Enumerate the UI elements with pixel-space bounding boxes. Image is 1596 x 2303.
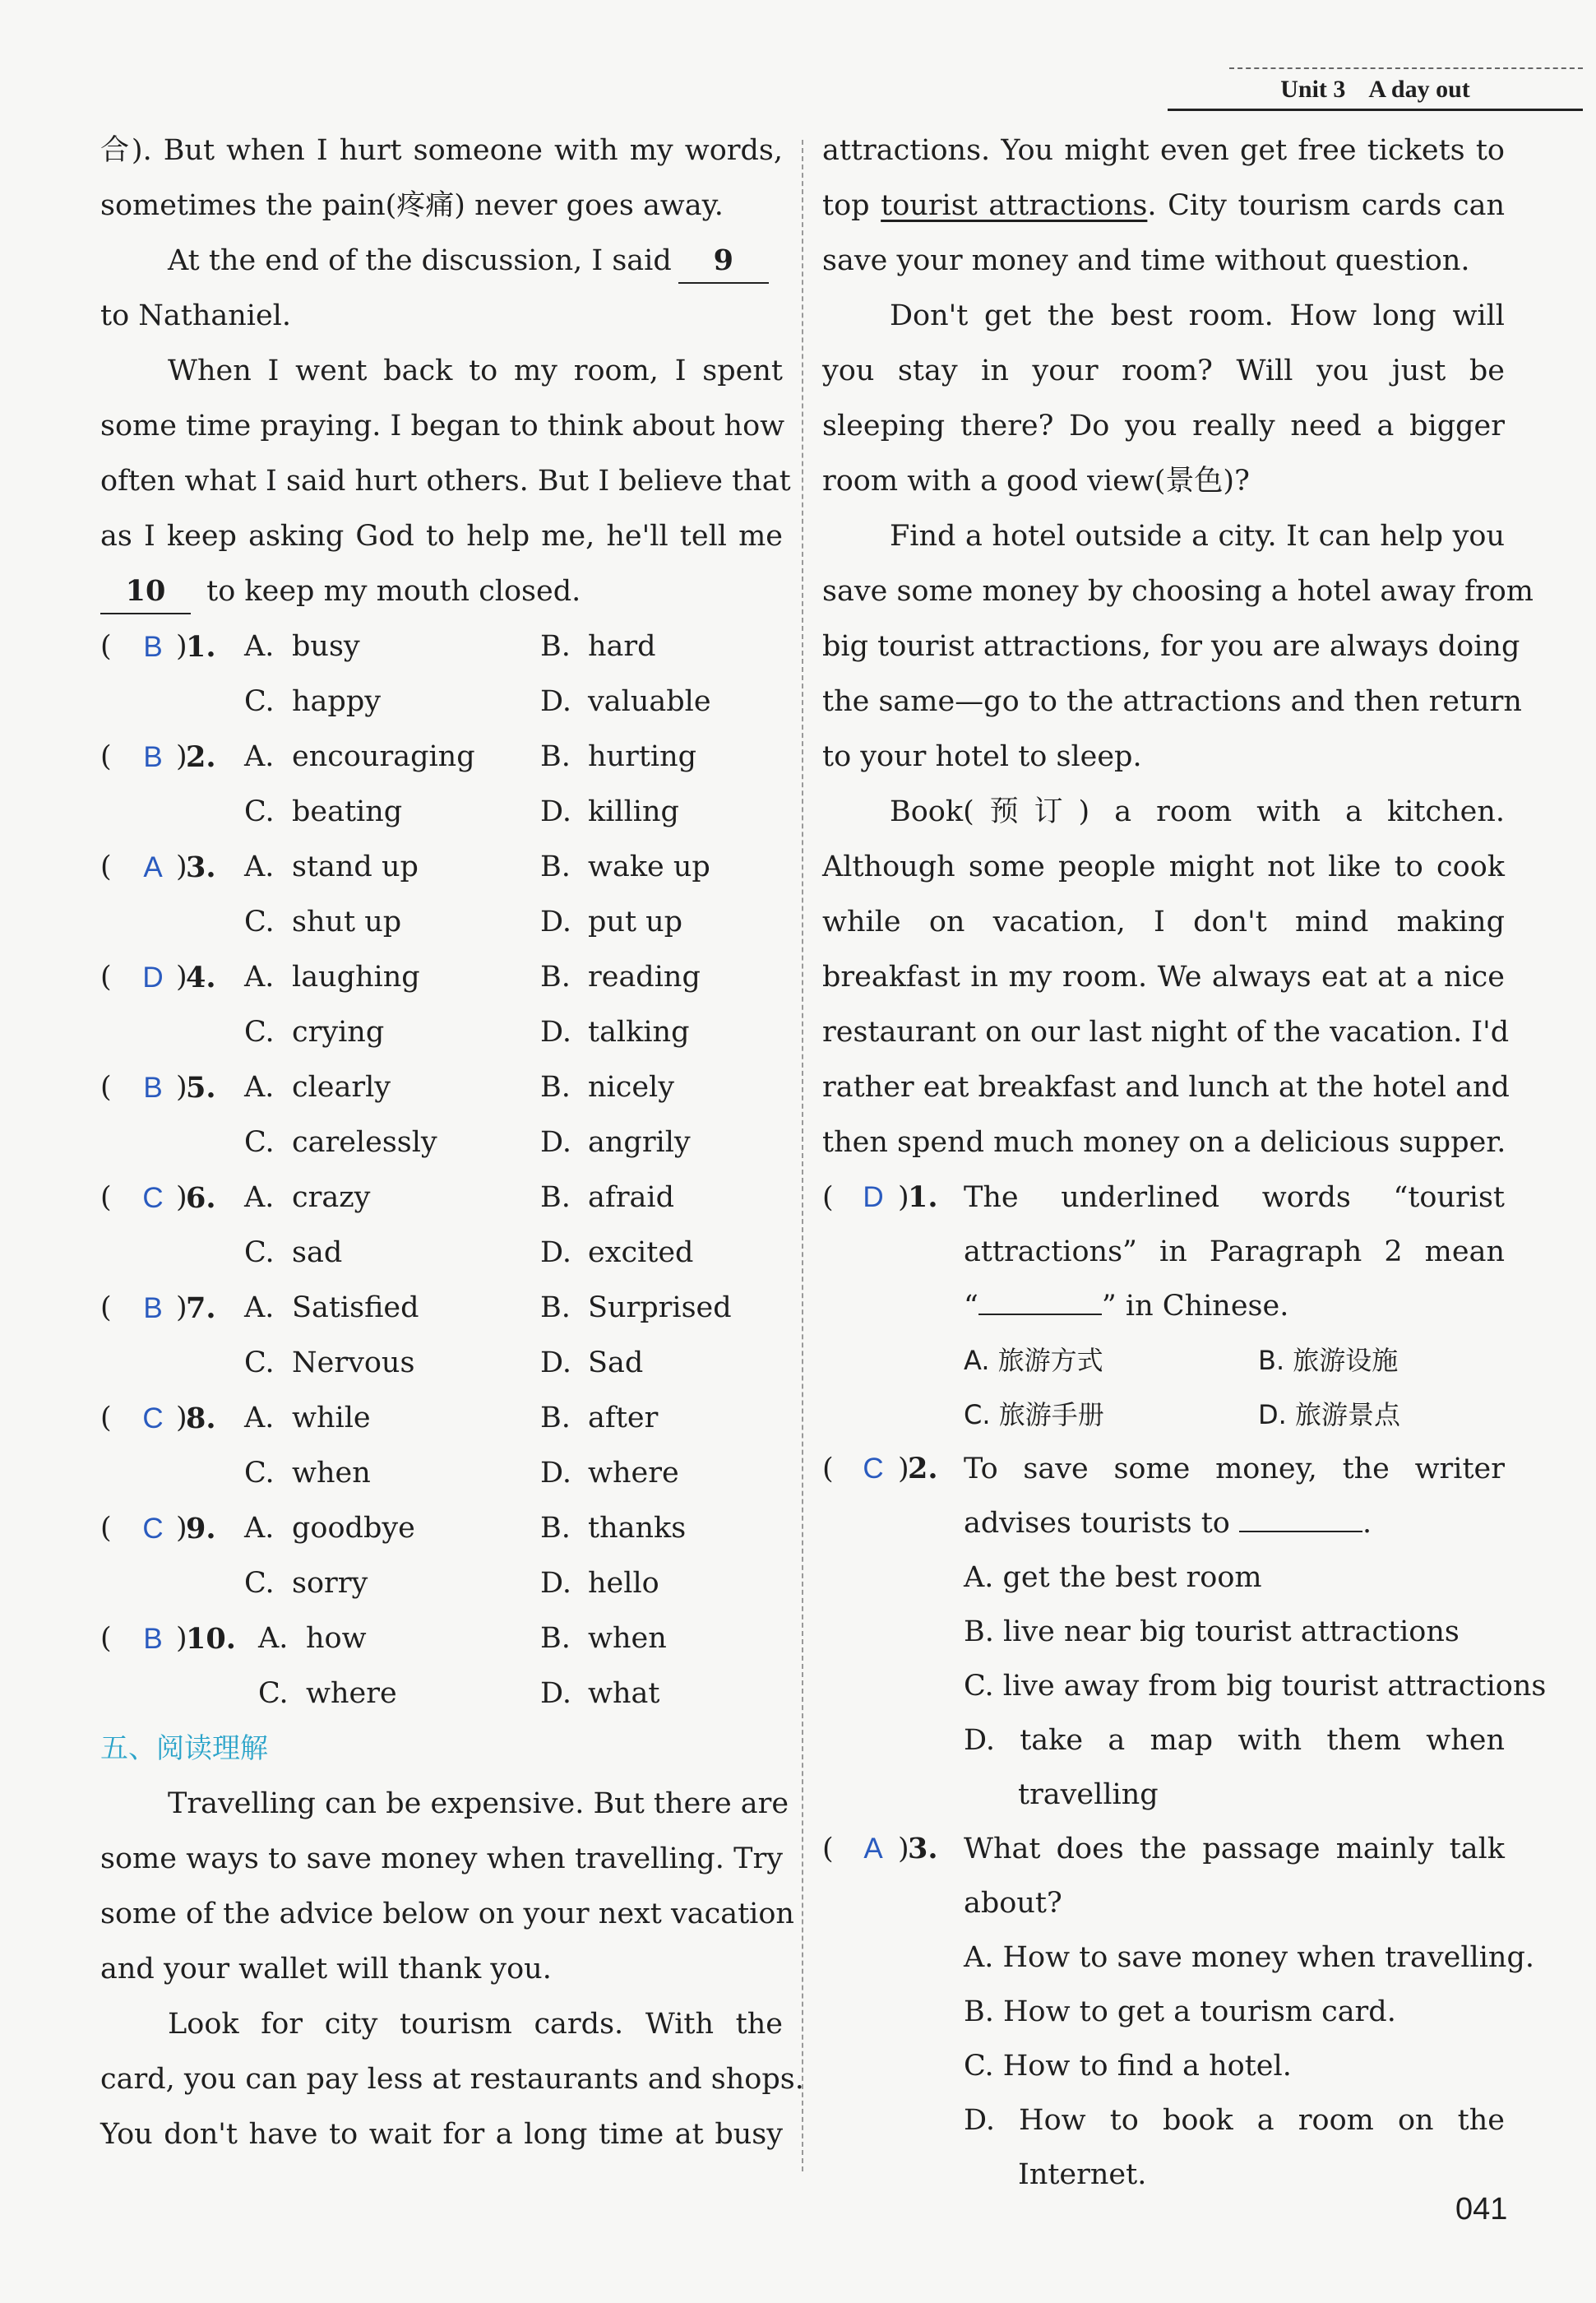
section-title: 五、阅读理解 xyxy=(100,1732,268,1765)
option-d: D. talking xyxy=(540,1016,690,1049)
passage-line: Find a hotel outside a city. It can help you xyxy=(890,520,1505,553)
question-number: 2. xyxy=(908,1452,938,1485)
option-a: A. stand up xyxy=(244,850,419,883)
question-stem: . xyxy=(1362,1507,1372,1540)
passage-line: save some money by choosing a hotel away from xyxy=(822,575,1534,608)
header-title: A day out xyxy=(1368,76,1470,103)
option-d: D. valuable xyxy=(540,685,711,718)
answer-mark: A xyxy=(863,1833,883,1865)
option-b: B. nicely xyxy=(540,1071,675,1104)
reading-passage-right xyxy=(822,289,1534,1170)
option-a: A. get the best room xyxy=(964,1561,1262,1594)
option-c: C. Nervous xyxy=(244,1346,415,1379)
answer-mark: B xyxy=(143,741,163,773)
option-a: A. 旅游方式 xyxy=(964,1345,1103,1376)
option-row xyxy=(822,1713,1505,1768)
cloze-question: ( A ) 3. A. stand up B. wake up xyxy=(100,840,783,895)
option-row xyxy=(822,1930,1535,1985)
option-row xyxy=(822,1388,1505,1442)
option-c: C. happy xyxy=(244,685,381,718)
answer-mark: B xyxy=(143,1072,163,1104)
cloze-question: ( C ) 9. A. goodbye B. thanks xyxy=(100,1501,783,1556)
passage-line: 合). But when I hurt someone with my words, xyxy=(100,134,783,167)
passage-line: Don't get the best room. How long will xyxy=(890,299,1505,332)
option-a: A. how xyxy=(258,1622,367,1655)
option-row xyxy=(822,1768,1505,1822)
question-stem: attractions” in Paragraph 2 mean xyxy=(964,1235,1505,1268)
question-stem: What does the passage mainly talk xyxy=(964,1833,1505,1865)
option-c: C. live away from big tourist attractions xyxy=(964,1670,1547,1703)
passage-line xyxy=(100,234,783,289)
option-row xyxy=(822,2093,1505,2148)
question-stem-line xyxy=(822,1279,1505,1333)
passage-line: some ways to save money when travelling. Try xyxy=(100,1842,783,1875)
option-c: C. sorry xyxy=(244,1567,368,1600)
left-column xyxy=(100,123,804,2162)
header-unit: Unit 3 xyxy=(1280,76,1346,103)
passage-line: sometimes the pain(疼痛) never goes away. xyxy=(100,189,724,222)
answer-mark: C xyxy=(863,1453,884,1485)
passage-line: the same—go to the attractions and then return xyxy=(822,685,1522,718)
reading-passage-left xyxy=(100,1777,804,2162)
option-b: B. reading xyxy=(540,961,701,994)
cloze-question-options xyxy=(100,1556,783,1611)
passage-line: card, you can pay less at restaurants and shops. xyxy=(100,2063,804,2096)
cloze-question-options xyxy=(100,785,783,840)
answer-mark: C xyxy=(142,1402,164,1434)
passage-line: attractions. You might even get free tickets to xyxy=(822,134,1505,167)
cloze-question: ( B ) 5. A. clearly B. nicely xyxy=(100,1060,783,1115)
reading-question-2: ( C ) 2. To save some money, the writer xyxy=(822,1442,1505,1496)
answer-mark: D xyxy=(863,1181,884,1213)
passage-line: Although some people might not like to cook xyxy=(822,850,1505,883)
option-row xyxy=(822,2039,1505,2093)
option-d: D. excited xyxy=(540,1236,694,1269)
question-stem-line xyxy=(822,1876,1505,1930)
page-number: 041 xyxy=(1455,2192,1508,2227)
option-d: D. 旅游景点 xyxy=(1258,1399,1400,1430)
passage-line: rather eat breakfast and lunch at the hotel and xyxy=(822,1071,1510,1104)
option-a: A. laughing xyxy=(244,961,420,994)
option-b: B. live near big tourist attractions xyxy=(964,1615,1460,1648)
option-b: B. Surprised xyxy=(540,1291,732,1324)
passage-line xyxy=(100,564,783,619)
passage-line: room with a good view(景色)? xyxy=(822,465,1250,498)
option-d: D. angrily xyxy=(540,1126,691,1159)
answer-mark: B xyxy=(143,1292,163,1324)
option-a: A. Satisfied xyxy=(244,1291,419,1324)
question-number: 7. xyxy=(186,1291,216,1325)
question-number: 10. xyxy=(186,1622,236,1656)
option-d: D. where xyxy=(540,1457,679,1490)
passage-line: as I keep asking God to help me, he'll tell me xyxy=(100,520,783,553)
option-b: B. when xyxy=(540,1622,667,1655)
passage-line: and your wallet will thank you. xyxy=(100,1953,552,1986)
option-row xyxy=(822,1333,1505,1388)
question-stem-line xyxy=(822,1496,1505,1550)
option-b: B. after xyxy=(540,1402,659,1434)
option-a: A. encouraging xyxy=(244,740,475,773)
passage-line: to Nathaniel. xyxy=(100,299,291,332)
passage-line: save your money and time without question. xyxy=(822,244,1470,277)
question-stem: about? xyxy=(964,1887,1062,1920)
passage-line: to your hotel to sleep. xyxy=(822,740,1142,773)
cloze-question: ( B ) 10. A. how B. when xyxy=(100,1611,783,1666)
question-number: 5. xyxy=(186,1071,216,1105)
option-c: C. beating xyxy=(244,795,403,828)
option-c: C. when xyxy=(244,1457,371,1490)
option-b: B. thanks xyxy=(540,1512,687,1545)
option-d: D. put up xyxy=(540,906,683,938)
question-stem: The underlined words “tourist xyxy=(964,1181,1505,1214)
answer-mark: B xyxy=(143,631,163,663)
column-divider xyxy=(802,140,803,2171)
passage-line: you stay in your room? Will you just be xyxy=(822,354,1505,387)
option-a: A. clearly xyxy=(244,1071,391,1104)
option-row xyxy=(822,1985,1505,2039)
option-row xyxy=(822,1550,1505,1605)
cloze-question: ( B ) 1. A. busy B. hard xyxy=(100,619,783,674)
passage-line: restaurant on our last night of the vacation. I'd xyxy=(822,1016,1510,1049)
cloze-question: ( B ) 2. A. encouraging B. hurting xyxy=(100,730,783,785)
cloze-question-options xyxy=(100,1005,783,1060)
option-a: A. crazy xyxy=(244,1181,371,1214)
option-d: D. what xyxy=(540,1677,660,1710)
reading-question-1: ( D ) 1. The underlined words “tourist xyxy=(822,1170,1505,1225)
quote-mark: “ xyxy=(964,1290,978,1323)
option-d: D. take a map with them when xyxy=(964,1724,1505,1757)
passage-line: You don't have to wait for a long time at busy xyxy=(100,2118,783,2151)
reading-question-3: ( A ) 3. What does the passage mainly talk xyxy=(822,1822,1505,1876)
option-d: D. hello xyxy=(540,1567,659,1600)
question-number: 6. xyxy=(186,1181,216,1215)
passage-line xyxy=(822,178,1505,234)
cloze-question-options xyxy=(100,1226,783,1281)
question-number: 3. xyxy=(908,1832,938,1865)
passage-line: sleeping there? Do you really need a bigger xyxy=(822,410,1505,443)
passage-text: At the end of the discussion, I said xyxy=(168,244,672,277)
cloze-question: ( C ) 6. A. crazy B. afraid xyxy=(100,1170,783,1226)
option-c: C. carelessly xyxy=(244,1126,437,1159)
cloze-question: ( C ) 8. A. while B. after xyxy=(100,1391,783,1446)
passage-line: Look for city tourism cards. With the xyxy=(168,2008,783,2041)
cloze-blank-10: 10 xyxy=(100,570,191,614)
question-stem: ” in Chinese. xyxy=(1101,1290,1289,1323)
passage-text: top xyxy=(822,189,870,222)
question-number: 1. xyxy=(186,630,216,664)
passage-line: some of the advice below on your next vacation xyxy=(100,1898,794,1930)
passage-line: while on vacation, I don't mind making xyxy=(822,906,1505,938)
option-d: D. How to book a room on the xyxy=(964,2104,1505,2137)
cloze-question-list xyxy=(100,619,783,1721)
header-dash-rule xyxy=(1229,67,1583,69)
question-number: 2. xyxy=(186,740,216,774)
option-b: B. afraid xyxy=(540,1181,675,1214)
option-d-cont: Internet. xyxy=(1018,2158,1147,2191)
option-row xyxy=(822,1605,1505,1659)
option-a: A. How to save money when travelling. xyxy=(964,1941,1535,1974)
passage-line: When I went back to my room, I spent xyxy=(168,354,783,387)
option-c: C. shut up xyxy=(244,906,402,938)
answer-mark: B xyxy=(143,1623,163,1655)
option-b: B. hard xyxy=(540,630,656,663)
answer-blank xyxy=(1239,1531,1362,1532)
option-c: C. sad xyxy=(244,1236,343,1269)
cloze-question-options xyxy=(100,674,783,730)
option-b: B. wake up xyxy=(540,850,710,883)
cloze-question-options xyxy=(100,1446,783,1501)
passage-line: breakfast in my room. We always eat at a nice xyxy=(822,961,1505,994)
right-column xyxy=(822,123,1547,2202)
passage-line: big tourist attractions, for you are always doing xyxy=(822,630,1520,663)
option-c: C. where xyxy=(258,1677,397,1710)
passage-line: some time praying. I began to think about how xyxy=(100,410,785,443)
cloze-question-options xyxy=(100,1666,783,1721)
cloze-question: ( D ) 4. A. laughing B. reading xyxy=(100,950,783,1005)
answer-mark: C xyxy=(142,1513,164,1545)
question-number: 1. xyxy=(908,1180,938,1214)
passage-text: to keep my mouth closed. xyxy=(206,575,581,608)
answer-mark: C xyxy=(142,1182,164,1214)
option-b: B. 旅游设施 xyxy=(1258,1345,1399,1376)
passage-text: . City tourism cards can xyxy=(1147,189,1505,222)
cloze-question-options xyxy=(100,1336,783,1391)
option-a: A. while xyxy=(244,1402,371,1434)
question-number: 8. xyxy=(186,1402,216,1435)
option-b: B. hurting xyxy=(540,740,697,773)
question-stem-line xyxy=(822,1225,1505,1279)
answer-blank xyxy=(978,1314,1102,1315)
running-header xyxy=(1168,76,1583,111)
passage-line: often what I said hurt others. But I believe that xyxy=(100,465,791,498)
cloze-question: ( B ) 7. A. Satisfied B. Surprised xyxy=(100,1281,783,1336)
question-number: 4. xyxy=(186,961,216,994)
option-b: B. How to get a tourism card. xyxy=(964,1995,1396,2028)
cloze-question-options xyxy=(100,895,783,950)
underlined-words: tourist attractions xyxy=(881,189,1148,222)
option-d-cont: travelling xyxy=(1018,1778,1159,1811)
answer-mark: A xyxy=(143,851,163,883)
option-c: C. 旅游手册 xyxy=(964,1399,1104,1430)
option-d: D. killing xyxy=(540,795,679,828)
question-number: 9. xyxy=(186,1512,216,1545)
cloze-question-options xyxy=(100,1115,783,1170)
option-d: D. Sad xyxy=(540,1346,644,1379)
option-row xyxy=(822,2148,1505,2202)
passage-line: Book(预订) a room with a kitchen. xyxy=(890,795,1505,828)
option-a: A. goodbye xyxy=(244,1512,415,1545)
answer-mark: D xyxy=(142,962,164,994)
passage-line: Travelling can be expensive. But there are xyxy=(168,1787,789,1820)
option-c: C. crying xyxy=(244,1016,385,1049)
passage-line: then spend much money on a delicious supper. xyxy=(822,1126,1506,1159)
option-c: C. How to find a hotel. xyxy=(964,2050,1292,2083)
question-number: 3. xyxy=(186,850,216,884)
option-a: A. busy xyxy=(244,630,360,663)
option-row xyxy=(822,1659,1547,1713)
cloze-blank-9: 9 xyxy=(678,239,769,284)
question-stem: advises tourists to xyxy=(964,1507,1230,1540)
question-stem: To save some money, the writer xyxy=(964,1453,1505,1485)
